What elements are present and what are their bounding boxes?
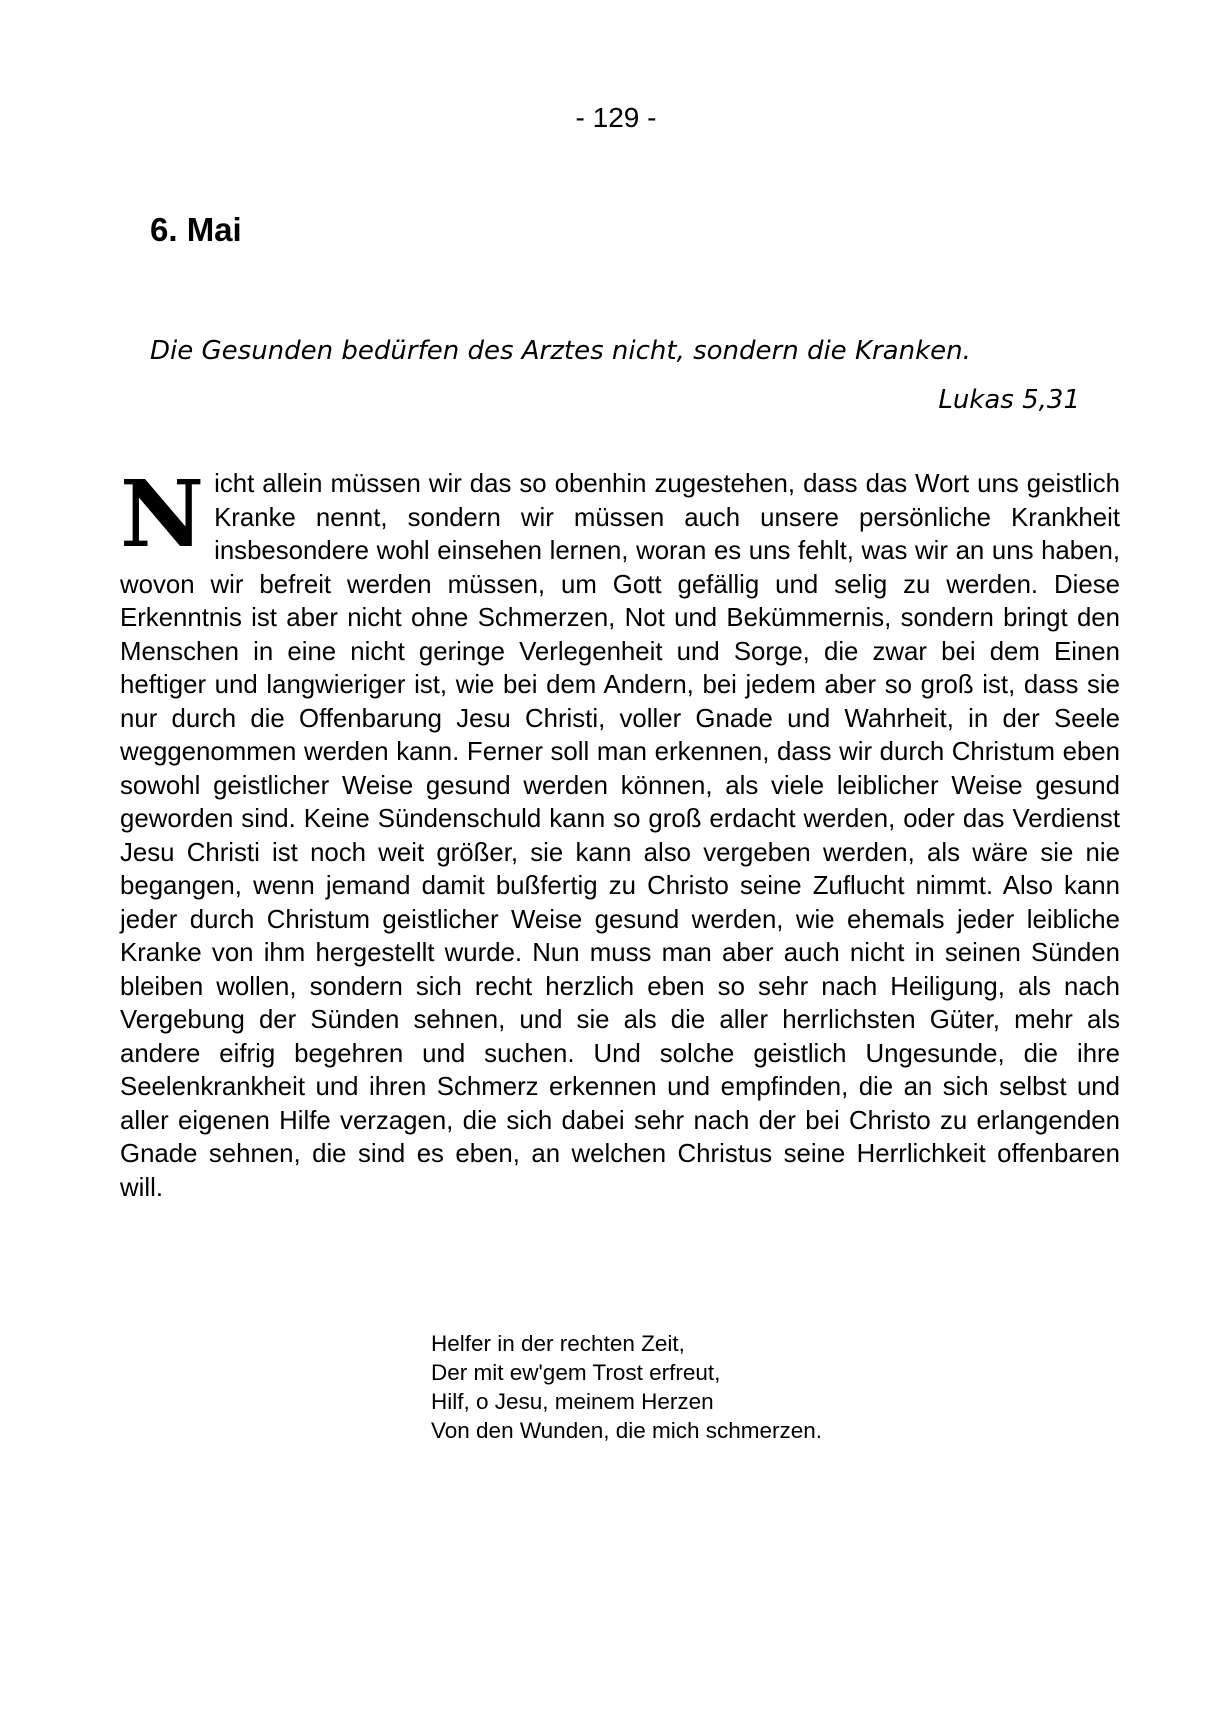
body-text: icht allein müssen wir das so obenhin zugestehen, dass das Wort uns geistlich Kranke nennt, sondern wir müssen auch unsere persönliche Krankheit insbesondere wohl einsehen lernen, woran es uns fehlt, was wir an uns haben, wovon wir befreit werden müssen, um Gott gefällig und selig zu werden. Diese Erkenntnis ist aber nicht ohne Schmerzen, Not und Bekümmernis, sondern bringt den Menschen in eine nicht geringe Verlegenheit und Sorge, die zwar bei dem Einen heftiger und langwieriger ist, wie bei dem Andern, bei jedem aber so groß ist, dass sie nur durch die Offenbarung Jesu Christi, voller Gnade und Wahrheit, in der Seele weggenommen werden kann. Ferner soll man erkennen, dass wir durch Christum eben sowohl geistlicher Weise gesund werden können, als viele leiblicher Weise gesund geworden sind. Keine Sündenschuld kann so groß erdacht werden, oder das Verdienst Jesu Christi ist noch weit größer, sie kann also vergeben werden, als wäre sie nie begangen, wenn jemand damit bußfertig zu Christo seine Zuflucht nimmt. Also kann jeder durch Christum geistlicher Weise gesund werden, wie ehemals jeder leibliche Kranke von ihm hergestellt wurde. Nun muss man aber auch nicht in seinen Sünden bleiben wollen, sondern sich recht herzlich eben so sehr nach Heiligung, als nach Vergebung der Sünden sehnen, und sie als die aller herrlichsten Güter, mehr als andere eifrig begehren und suchen. Und solche geistlich Ungesunde, die ihre Seelenkrankheit und ihren Schmerz erkennen und empfinden, die an sich selbst und aller eigenen Hilfe verzagen, die sich dabei sehr nach der bei Christo zu erlangenden Gnade sehnen, die sind es eben, an welchen Christus seine Herrlichkeit offenbaren will. [120,470,1120,1202]
dropcap-letter: N [120,460,205,568]
verse-line: Von den Wunden, die mich schmerzen. [431,1418,823,1443]
verse-line: Helfer in der rechten Zeit, [431,1331,685,1356]
verse-line: Der mit ew'gem Trost erfreut, [431,1360,721,1385]
page-number: - 129 - [575,102,657,133]
motto-text: Die Gesunden bedürfen des Arztes nicht, sondern die Kranken. [150,336,971,366]
verse-line: Hilf, o Jesu, meinem Herzen [431,1389,714,1414]
body-paragraph [120,460,1120,1205]
date-heading: 6. Mai [150,211,242,248]
motto-block [150,334,1080,418]
verse-block [431,1329,822,1445]
motto-reference: Lukas 5,31 [938,385,1080,415]
